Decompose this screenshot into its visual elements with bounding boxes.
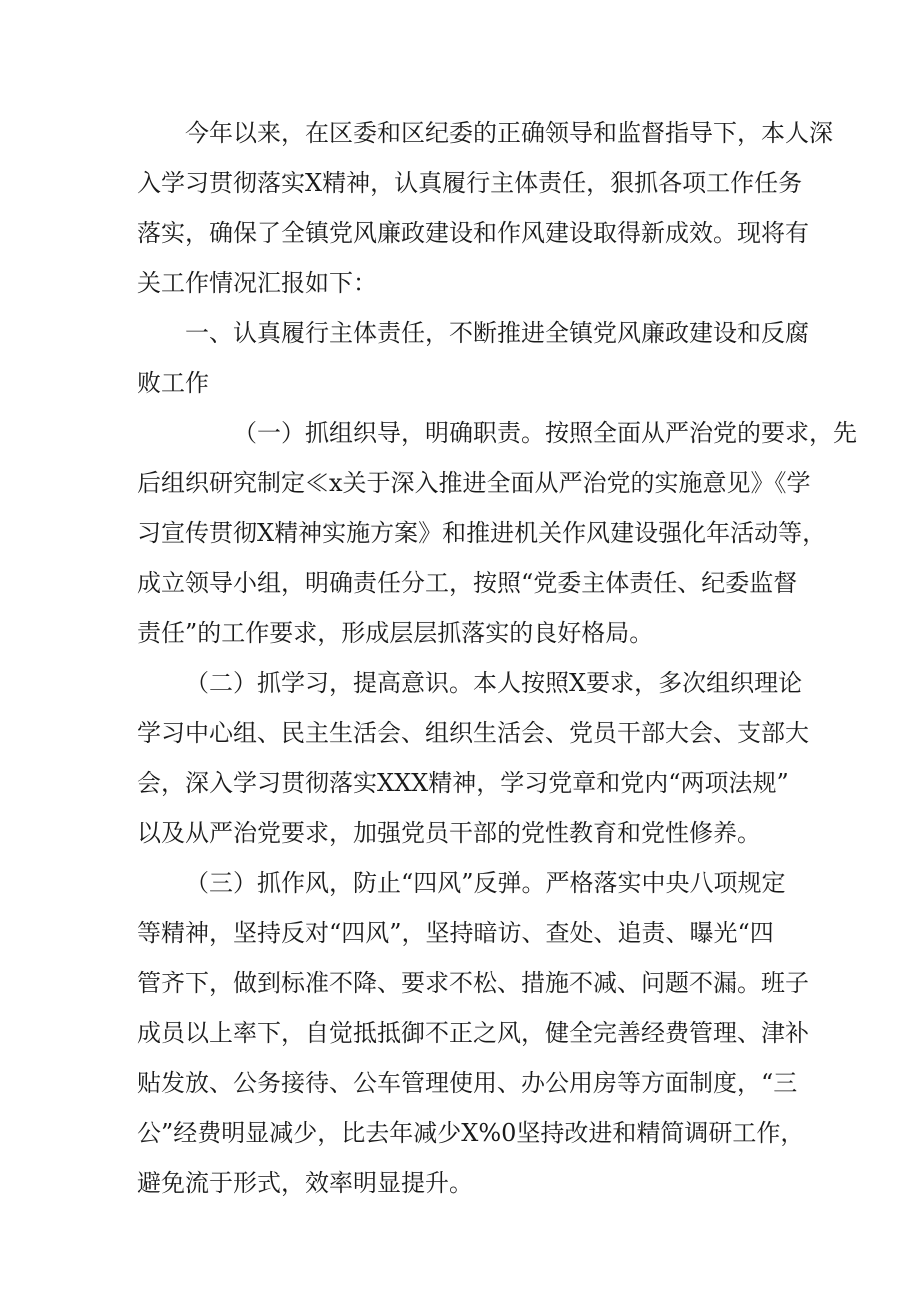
- subsection-2-line-1: （二）抓学习，提高意识。本人按照X要求，多次组织理论: [185, 669, 803, 697]
- subsection-1-line-3: 习宣传贯彻X精神实施方案》和推进机关作风建设强化年活动等，: [137, 519, 827, 547]
- paragraph-1-line-2: 入学习贯彻落实X精神，认真履行主体责任，狠抓各项工作任务: [137, 169, 803, 197]
- subsection-1-line-4: 成立领导小组，明确责任分工，按照“党委主体责任、纪委监督: [137, 569, 798, 597]
- subsection-2-line-3: 会，深入学习贯彻落实XXX精神，学习党章和党内“两项法规”: [137, 769, 789, 797]
- subsection-2-line-4: 以及从严治党要求，加强党员干部的党性教育和党性修养。: [137, 819, 761, 847]
- subsection-2-line-2: 学习中心组、民主生活会、组织生活会、党员干部大会、支部大: [137, 719, 809, 747]
- subsection-1-line-5: 责任”的工作要求，形成层层抓落实的良好格局。: [137, 619, 654, 647]
- paragraph-1-line-3: 落实，确保了全镇党风廉政建设和作风建设取得新成效。现将有: [137, 219, 809, 247]
- section-heading-line-1: 一、认真履行主体责任，不断推进全镇党风廉政建设和反腐: [185, 319, 809, 347]
- subsection-3-line-7: 避免流于形式，效率明显提升。: [137, 1169, 473, 1197]
- subsection-3-line-6: 公”经费明显减少，比去年减少X%0坚持改进和精简调研工作，: [137, 1119, 805, 1147]
- subsection-1-line-1: （一）抓组织导，明确职责。按照全面从严治党的要求，先: [233, 419, 857, 447]
- paragraph-1-line-1: 今年以来，在区委和区纪委的正确领导和监督指导下，本人深: [185, 119, 833, 147]
- subsection-3-line-3: 管齐下，做到标准不降、要求不松、措施不减、问题不漏。班子: [137, 969, 809, 997]
- section-heading-line-2: 败工作: [137, 369, 209, 397]
- subsection-3-line-5: 贴发放、公务接待、公车管理使用、办公用房等方面制度，“三: [137, 1069, 798, 1097]
- paragraph-1-line-4: 关工作情况汇报如下：: [137, 269, 377, 297]
- subsection-1-line-2: 后组织研究制定≪x关于深入推进全面从严治党的实施意见》《学: [137, 469, 811, 497]
- subsection-3-line-1: （三）抓作风，防止“四风”反弹。严格落实中央八项规定: [185, 869, 786, 897]
- subsection-3-line-4: 成员以上率下，自觉抵抵御不正之风，健全完善经费管理、津补: [137, 1019, 809, 1047]
- subsection-3-line-2: 等精神，坚持反对“四风”，坚持暗访、查处、追责、曝光“四: [137, 919, 774, 947]
